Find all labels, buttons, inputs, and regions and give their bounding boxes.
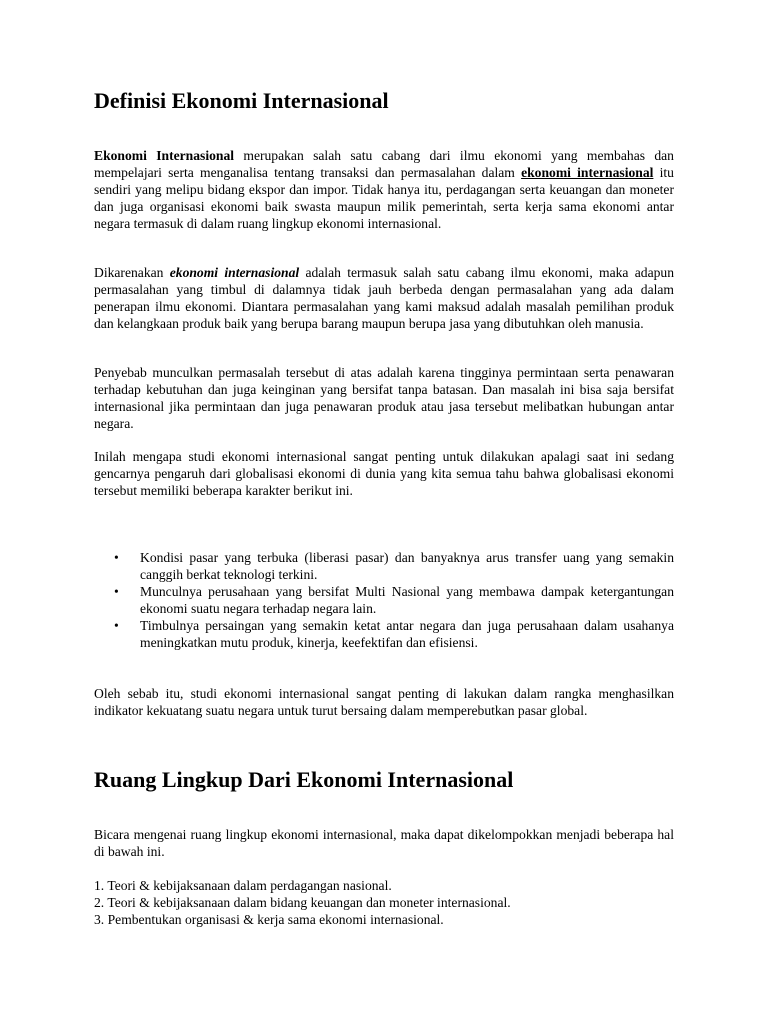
section-heading-definisi: Definisi Ekonomi Internasional [94, 88, 389, 113]
paragraph-text: itu sendiri yang melipu bidang ekspor dan impor. Tidak hanya itu, perdagangan serta keuangan dan moneter dan juga organisasi ekonomi baik swasta maupun milik pemerintah, serta kerja sama ekonomi antar negara termasuk di dalam ruang lingkup ekonomi internasional. [94, 165, 674, 231]
list-item [94, 583, 674, 617]
list-item-text: Kondisi pasar yang terbuka (liberasi pasar) dan banyaknya arus transfer uang yang semakin canggih berkat teknologi terkini. [140, 550, 674, 582]
paragraph-causes: Penyebab munculkan permasalah tersebut di atas adalah karena tingginya permintaan serta penawaran terhadap kebutuhan dan juga keinginan yang bersifat tanpa batasan. Dan masalah ini bisa saja bersifat internasional jika permintaan dan juga penawaran produk atau jasa tersebut melibatkan hubungan antar negara. [94, 365, 674, 431]
list-item: 1. Teori & kebijaksanaan dalam perdagangan nasional. [94, 878, 392, 893]
ekonomi-internasional-link[interactable]: ekonomi internasional [521, 165, 654, 180]
paragraph-scope-intro: Bicara mengenai ruang lingkup ekonomi internasional, maka dapat dikelompokkan menjadi beberapa hal di bawah ini. [94, 827, 674, 859]
bullet-icon: • [114, 584, 119, 599]
paragraph-importance: Inilah mengapa studi ekonomi internasional sangat penting untuk dilakukan apalagi saat ini sedang gencarnya pengaruh dari globalisasi ekonomi di dunia yang kita semua tahu bahwa globalisasi ekonomi tersebut memiliki beberapa karakter berikut ini. [94, 449, 674, 498]
bullet-list-characteristics [94, 549, 674, 651]
list-item-text: Timbulnya persaingan yang semakin ketat antar negara dan juga perusahaan dalam usahanya meningkatkan mutu produk, kinerja, keefektifan dan efisiensi. [140, 618, 674, 650]
list-item: 3. Pembentukan organisasi & kerja sama ekonomi internasional. [94, 912, 444, 927]
paragraph-text: adalah termasuk salah satu cabang ilmu ekonomi, maka adapun permasalahan yang timbul di dalamnya tidak jauh berbeda dengan permasalahan yang ada dalam penerapan ilmu ekonomi. Diantara permasalahan yang kami maksud adalah masalah pemilihan produk dan kelangkaan produk baik yang berupa barang maupun berupa jasa yang dibutuhkan oleh manusia. [94, 265, 674, 331]
paragraph-conclusion: Oleh sebab itu, studi ekonomi internasional sangat penting di lakukan dalam rangka menghasilkan indikator kekuatang suatu negara untuk turut bersaing dalam memperebutkan pasar global. [94, 686, 674, 718]
bullet-icon: • [114, 550, 119, 565]
list-item: 2. Teori & kebijaksanaan dalam bidang keuangan dan moneter internasional. [94, 895, 511, 910]
paragraph-problems [94, 264, 674, 332]
bullet-icon: • [114, 618, 119, 633]
bold-term: Ekonomi Internasional [94, 148, 235, 163]
paragraph-definition [94, 147, 674, 232]
list-item-text: Munculnya perusahaan yang bersifat Multi Nasional yang membawa dampak ketergantungan ekonomi suatu negara terhadap negara lain. [140, 584, 674, 616]
list-item [94, 549, 674, 583]
list-item [94, 617, 674, 651]
paragraph-text: merupakan salah satu cabang dari ilmu ekonomi yang membahas dan mempelajari serta menganalisa tentang transaksi dan permasalahan dalam [94, 148, 674, 180]
numbered-list-scope [94, 877, 674, 928]
paragraph-text: Dikarenakan [94, 265, 170, 280]
bold-italic-term: ekonomi internasional [169, 265, 300, 280]
section-heading-ruang-lingkup: Ruang Lingkup Dari Ekonomi Internasional [94, 767, 514, 792]
